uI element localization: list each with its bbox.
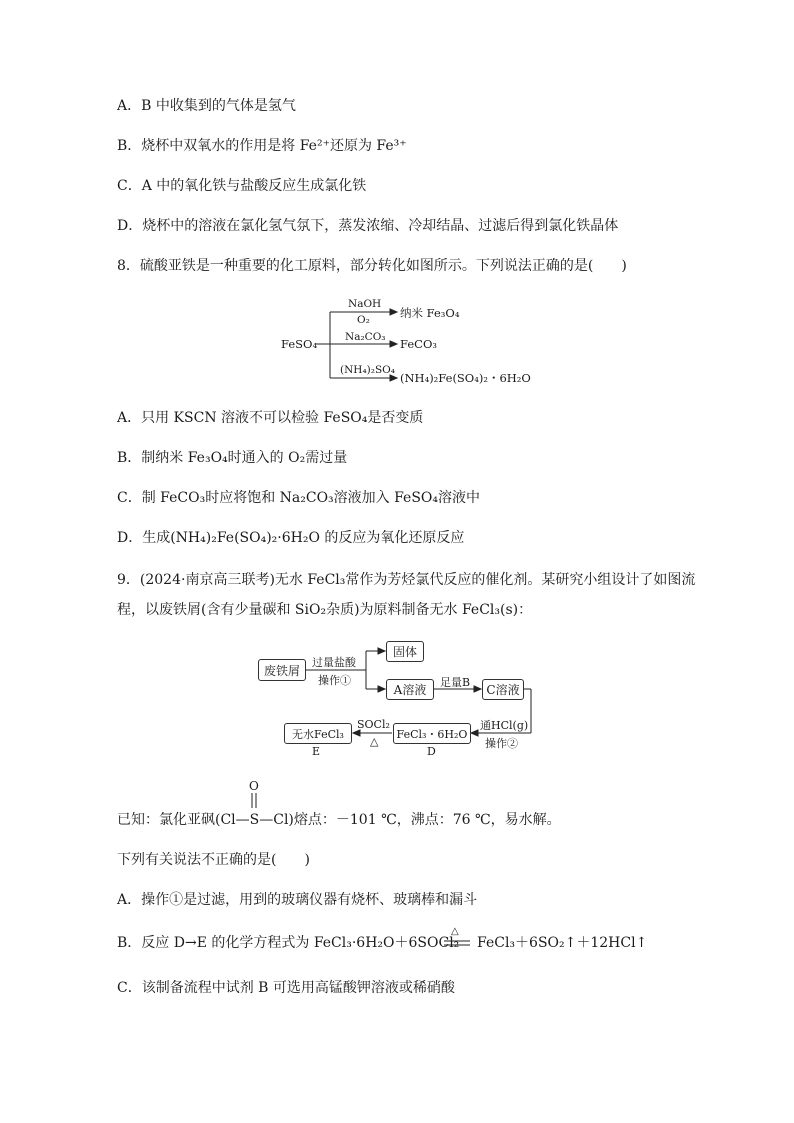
q8-branch2-product: FeCO₃ <box>400 337 437 351</box>
flow-step3-heat: △ <box>370 735 379 748</box>
socl2-oxygen: O <box>249 779 259 793</box>
flow-box-d: FeCl₃・6H₂O <box>393 723 471 744</box>
q9-option-b-pre: B．反应 D→E 的化学方程式为 FeCl₃·6H₂O＋6SOCl₂ <box>117 935 460 951</box>
q9-option-b-post: FeCl₃＋6SO₂↑＋12HCl↑ <box>477 935 648 951</box>
q8-option-a: A．只用 KSCN 溶液不可以检验 FeSO₄是否变质 <box>117 410 424 426</box>
flow-step3-reagent: SOCl₂ <box>357 718 390 731</box>
q7-option-c: C．A 中的氧化铁与盐酸反应生成氯化铁 <box>117 178 367 194</box>
flow-box-scrap-iron: 废铁屑 <box>258 659 306 681</box>
q7-option-d: D．烧杯中的溶液在氯化氢气氛下，蒸发浓缩、冷却结晶、过滤后得到氯化铁晶体 <box>117 218 619 234</box>
flow-step1-reagent: 过量盐酸 <box>312 656 356 669</box>
q8-option-d: D．生成(NH₄)₂Fe(SO₄)₂·6H₂O 的反应为氧化还原反应 <box>117 530 465 546</box>
q8-option-b: B．制纳米 Fe₃O₄时通入的 O₂需过量 <box>117 450 348 466</box>
flow-step2-reagent: 通HCl(g) <box>480 719 529 732</box>
q7-option-b: B．烧杯中双氧水的作用是将 Fe²⁺还原为 Fe³⁺ <box>117 138 407 154</box>
q9-option-a: A．操作①是过滤，用到的玻璃仪器有烧杯、玻璃棒和漏斗 <box>117 892 478 908</box>
q8-branch1-product: 纳米 Fe₃O₄ <box>400 306 460 320</box>
flow-box-solution-c: C溶液 <box>482 679 524 700</box>
q8-branch1-reagent-top: NaOH <box>348 298 382 310</box>
q9-known-info: 已知：氯化亚砜(Cl—S—Cl)熔点：－101 ℃，沸点：76 ℃，易水解。 <box>117 812 561 828</box>
flow-box-e: 无水FeCl₃ <box>284 723 352 744</box>
flow-step2-operation: 操作② <box>485 737 518 750</box>
flow-box-solid: 固体 <box>386 641 424 662</box>
flow-box-solution-a: A溶液 <box>386 679 434 700</box>
flow-label-e: E <box>312 745 321 758</box>
q8-stem: 8．硫酸亚铁是一种重要的化工原料，部分转化如图所示。下列说法正确的是( ) <box>117 258 627 274</box>
flow-reagent-b: 足量B <box>440 676 471 689</box>
q8-branch3-product: (NH₄)₂Fe(SO₄)₂・6H₂O <box>400 371 531 385</box>
flow-step1-operation: 操作① <box>318 674 351 687</box>
q8-branch3-reagent: (NH₄)₂SO₄ <box>340 364 395 376</box>
q9-option-c: C．该制备流程中试剂 B 可选用高锰酸钾溶液或稀硝酸 <box>117 980 455 996</box>
heat-condition: △ <box>451 926 459 937</box>
q8-branch1-reagent-bottom: O₂ <box>357 314 370 326</box>
q9-ask: 下列有关说法不正确的是( ) <box>117 852 310 868</box>
q9-stem-line2: 程，以废铁屑(含有少量碳和 SiO₂杂质)为原料制备无水 FeCl₃(s)： <box>117 602 533 618</box>
flow-label-d: D <box>427 745 436 758</box>
q8-branch2-reagent: Na₂CO₃ <box>345 331 386 343</box>
q8-option-c: C．制 FeCO₃时应将饱和 Na₂CO₃溶液加入 FeSO₄溶液中 <box>117 490 481 506</box>
q9-stem-line1: 9．(2024·南京高三联考)无水 FeCl₃常作为芳烃氯代反应的催化剂。某研究小组设计了如图流 <box>117 572 696 588</box>
q7-option-a: A．B 中收集到的气体是氢气 <box>117 98 296 114</box>
q8-source-fes04: FeSO₄ <box>281 337 318 351</box>
